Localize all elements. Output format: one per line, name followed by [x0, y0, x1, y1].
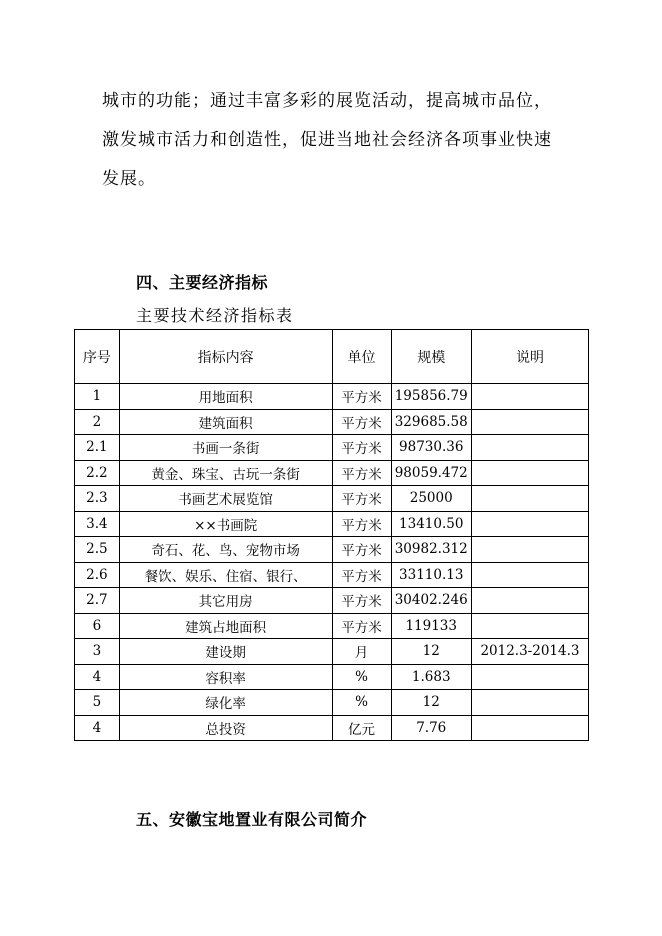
table-row: [75, 639, 589, 665]
cell-note: [471, 384, 588, 410]
cell-item: 餐饮、娱乐、住宿、银行、: [119, 562, 332, 588]
cell-value: 12: [391, 639, 471, 665]
cell-no: 2.1: [75, 435, 120, 461]
table-row: [75, 613, 589, 639]
table-row: [75, 537, 589, 563]
cell-item: 建设期: [119, 639, 332, 665]
cell-value: 1.683: [391, 664, 471, 690]
cell-unit: 平方米: [332, 537, 391, 563]
table-row: [75, 715, 589, 741]
cell-value: 12: [391, 690, 471, 716]
table-row: [75, 409, 589, 435]
cell-item: 黄金、珠宝、古玩一条街: [119, 460, 332, 486]
cell-no: 5: [75, 690, 120, 716]
cell-note: [471, 409, 588, 435]
cell-no: 2.3: [75, 486, 120, 512]
section-4-heading: 四、主要经济指标: [136, 273, 269, 292]
cell-note: [471, 715, 588, 741]
cell-unit: 平方米: [332, 511, 391, 537]
header-no: 序号: [75, 330, 120, 384]
header-note: 说明: [471, 330, 588, 384]
cell-value: 119133: [391, 613, 471, 639]
cell-value: 98730.36: [391, 435, 471, 461]
cell-item: 建筑面积: [119, 409, 332, 435]
economic-indicators-table: [74, 329, 589, 741]
cell-item: 建筑占地面积: [119, 613, 332, 639]
cell-unit: 平方米: [332, 409, 391, 435]
cell-item: 绿化率: [119, 690, 332, 716]
header-value: 规模: [391, 330, 471, 384]
cell-note: [471, 486, 588, 512]
cell-no: 4: [75, 664, 120, 690]
cell-no: 1: [75, 384, 120, 410]
cell-note: [471, 664, 588, 690]
table-row: [75, 588, 589, 614]
cell-value: 195856.79: [391, 384, 471, 410]
cell-value: 7.76: [391, 715, 471, 741]
cell-value: 30402.246: [391, 588, 471, 614]
cell-item: 容积率: [119, 664, 332, 690]
cell-no: 6: [75, 613, 120, 639]
table-caption: 主要技术经济指标表: [136, 306, 294, 325]
cell-unit: 平方米: [332, 435, 391, 461]
header-item: 指标内容: [119, 330, 332, 384]
table-row: [75, 435, 589, 461]
cell-note: [471, 460, 588, 486]
cell-value: 13410.50: [391, 511, 471, 537]
cell-no: 2.6: [75, 562, 120, 588]
intro-line: 城市的功能；通过丰富多彩的展览活动，提高城市品位，: [102, 91, 552, 111]
cell-no: 2.7: [75, 588, 120, 614]
table-row: [75, 460, 589, 486]
header-unit: 单位: [332, 330, 391, 384]
cell-note: [471, 511, 588, 537]
cell-unit: 月: [332, 639, 391, 665]
cell-item: 其它用房: [119, 588, 332, 614]
cell-unit: 平方米: [332, 486, 391, 512]
cell-item: ××书画院: [119, 511, 332, 537]
cell-note: [471, 562, 588, 588]
cell-unit: 平方米: [332, 384, 391, 410]
cell-value: 25000: [391, 486, 471, 512]
cell-item: 奇石、花、鸟、宠物市场: [119, 537, 332, 563]
cell-unit: 平方米: [332, 460, 391, 486]
table-body: [75, 384, 589, 741]
cell-note: 2012.3-2014.3: [471, 639, 588, 665]
cell-no: 3.4: [75, 511, 120, 537]
cell-item: 用地面积: [119, 384, 332, 410]
cell-value: 33110.13: [391, 562, 471, 588]
cell-note: [471, 537, 588, 563]
cell-item: 总投资: [119, 715, 332, 741]
section-5-heading: 五、安徽宝地置业有限公司简介: [136, 810, 368, 829]
intro-line: 激发城市活力和创造性，促进当地社会经济各项事业快速: [102, 130, 552, 150]
table-row: [75, 486, 589, 512]
cell-note: [471, 435, 588, 461]
cell-unit: 平方米: [332, 588, 391, 614]
table-row: [75, 511, 589, 537]
cell-unit: %: [332, 664, 391, 690]
cell-note: [471, 690, 588, 716]
cell-no: 3: [75, 639, 120, 665]
cell-value: 98059.472: [391, 460, 471, 486]
cell-unit: 亿元: [332, 715, 391, 741]
cell-no: 2.2: [75, 460, 120, 486]
table-header-row: [75, 330, 589, 384]
cell-unit: 平方米: [332, 613, 391, 639]
table-row: [75, 384, 589, 410]
table-row: [75, 690, 589, 716]
cell-value: 30982.312: [391, 537, 471, 563]
table-row: [75, 664, 589, 690]
cell-item: 书画一条街: [119, 435, 332, 461]
cell-unit: 平方米: [332, 562, 391, 588]
cell-item: 书画艺术展览馆: [119, 486, 332, 512]
cell-unit: %: [332, 690, 391, 716]
intro-line: 发展。: [102, 169, 156, 189]
cell-no: 2: [75, 409, 120, 435]
cell-value: 329685.58: [391, 409, 471, 435]
cell-no: 2.5: [75, 537, 120, 563]
table-row: [75, 562, 589, 588]
cell-no: 4: [75, 715, 120, 741]
cell-note: [471, 588, 588, 614]
intro-paragraph: [102, 82, 562, 199]
cell-note: [471, 613, 588, 639]
